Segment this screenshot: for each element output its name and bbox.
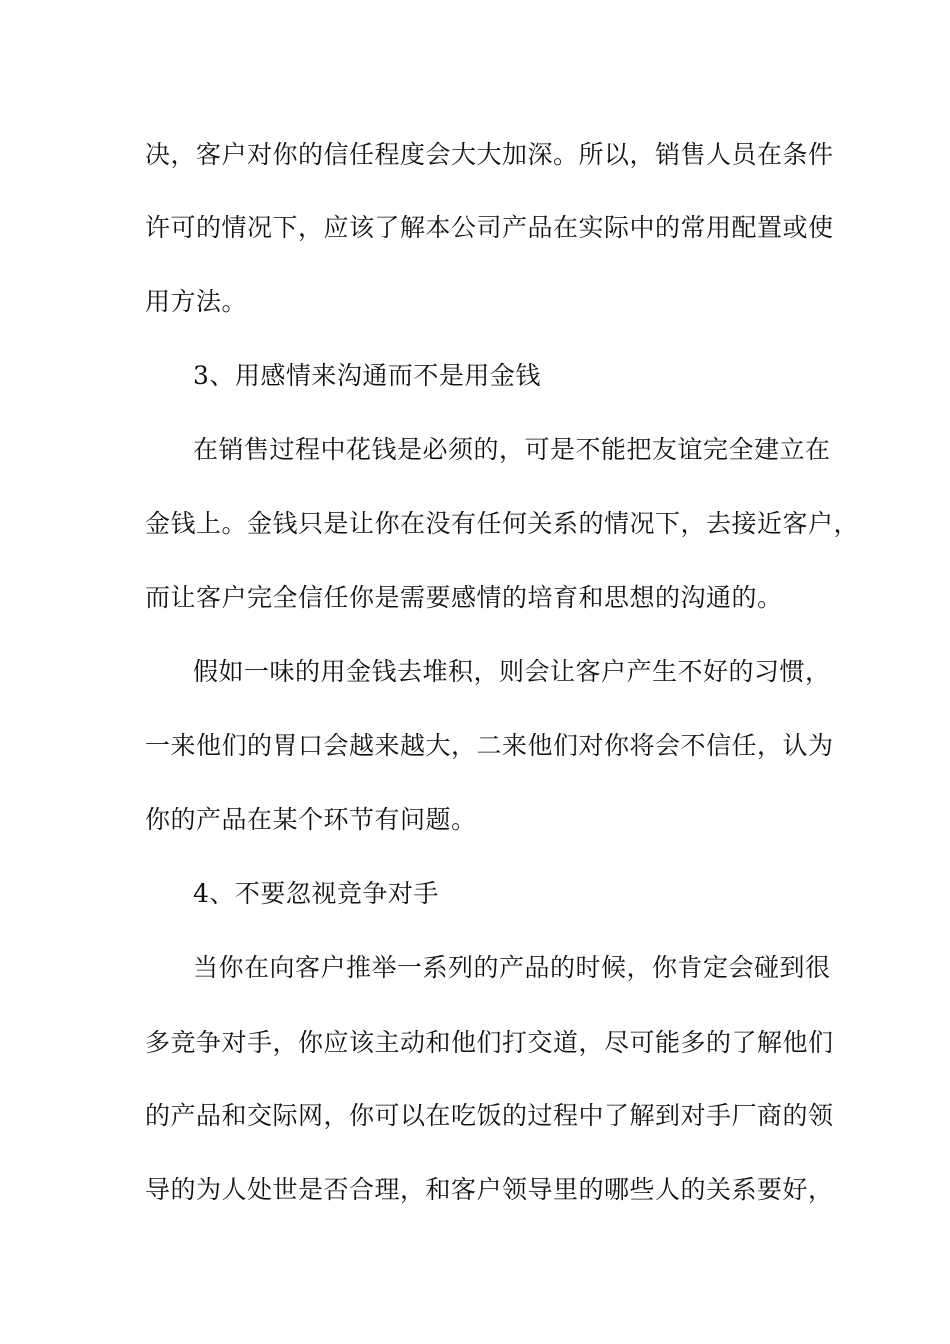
section-heading: 4、不要忽视竞争对手 [193,879,439,908]
paragraph-line: 许可的情况下，应该了解本公司产品在实际中的常用配置或使 [145,213,834,242]
paragraph-line: 导的为人处世是否合理，和客户领导里的哪些人的关系要好， [145,1175,834,1204]
paragraph-line: 用方法。 [145,287,248,316]
paragraph-line: 多竞争对手，你应该主动和他们打交道，尽可能多的了解他们 [145,1028,834,1057]
paragraph-line: 你的产品在某个环节有问题。 [145,805,477,834]
paragraph-line: 金钱上。金钱只是让你在没有任何关系的情况下，去接近客户， [145,509,860,538]
paragraph-line: 在销售过程中花钱是必须的，可是不能把友谊完全建立在 [193,435,831,464]
paragraph-line: 假如一味的用金钱去堆积，则会让客户产生不好的习惯， [193,657,831,686]
paragraph-line: 一来他们的胃口会越来越大，二来他们对你将会不信任，认为 [145,731,834,760]
paragraph-line: 而让客户完全信任你是需要感情的培育和思想的沟通的。 [145,583,783,612]
paragraph-line: 当你在向客户推举一系列的产品的时候，你肯定会碰到很 [193,953,831,982]
paragraph-line: 的产品和交际网，你可以在吃饭的过程中了解到对手厂商的领 [145,1101,834,1130]
section-heading: 3、用感情来沟通而不是用金钱 [193,361,541,390]
paragraph-line: 决，客户对你的信任程度会大大加深。所以，销售人员在条件 [145,140,834,169]
